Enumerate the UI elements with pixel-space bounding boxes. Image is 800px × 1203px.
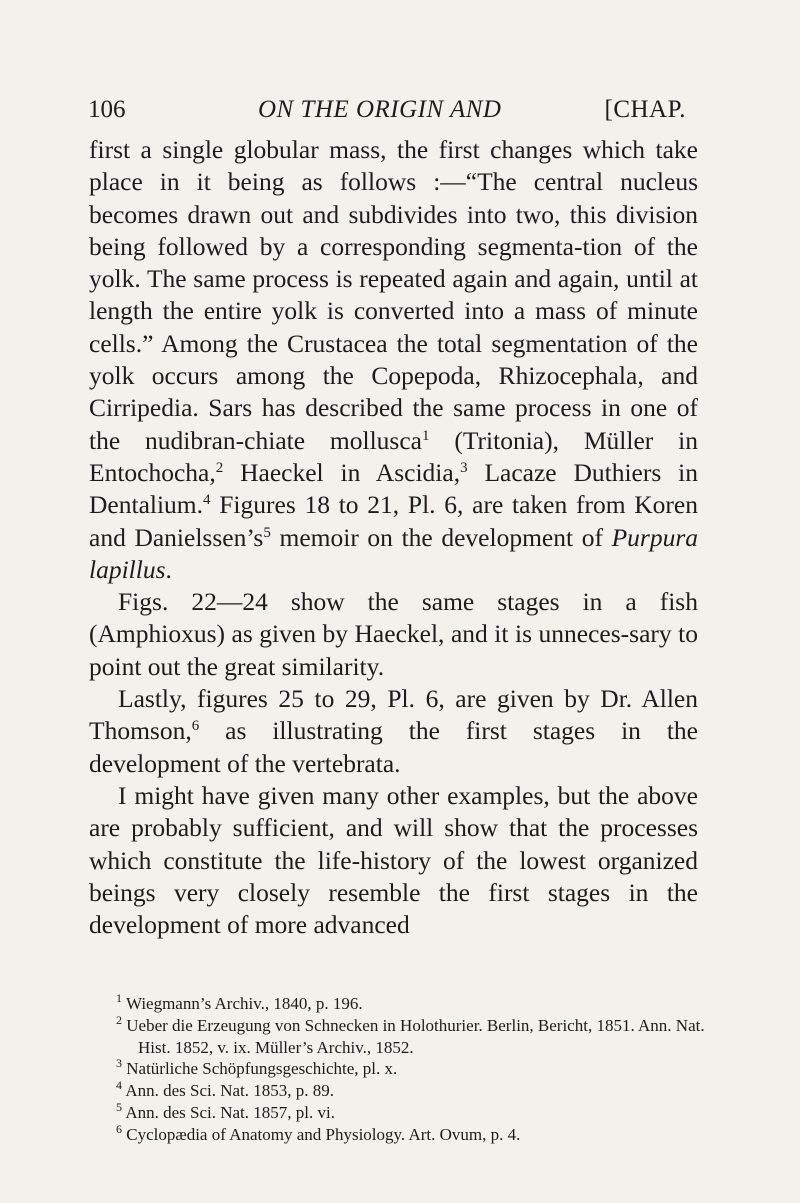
footnote-ref-1: 1: [422, 427, 430, 444]
footnote-number: 3: [116, 1056, 122, 1071]
footnote: [116, 1099, 716, 1124]
footnote-text: Cyclopædia of Anatomy and Physiology. Art. Ovum, p. 4.: [126, 1124, 521, 1144]
footnote: [116, 1058, 716, 1080]
footnotes: [116, 993, 716, 1146]
footnote-text: Ueber die Erzeugung von Schnecken in Holothurier. Berlin, Bericht, 1851. Ann. Nat. Hist. 1852, v. ix. Müller’s Archiv., 1852.: [126, 1015, 705, 1057]
page-number: 106: [88, 96, 126, 123]
footnote: [116, 1080, 716, 1102]
text-run: (Tritonia), Müller in Entochocha,: [89, 425, 698, 487]
footnote: [116, 1121, 716, 1146]
footnote-text: Natürliche Schöpfungsgeschichte, pl. x.: [126, 1059, 398, 1079]
footnote-ref-3: 3: [460, 459, 468, 476]
footnote-ref-2: 2: [215, 459, 224, 476]
footnote-number: 4: [116, 1078, 122, 1093]
text-run: Figures 18 to 21, Pl. 6, are taken from Koren and Danielssen’s: [89, 490, 698, 552]
text-run: Lastly, figures 25 to 29, Pl. 6, are given by Dr. Allen Thomson,: [89, 684, 698, 746]
text-run: first a single globular mass, the first changes which take place in it being as follows :—“The central nucleus becomes drawn out and subdivides into two, this division being followed by a corresponding segmenta-tion of the yolk. The same process is repeated again and again, until at length the entire yolk is converted into a mass of minute cells.” Among the Crustacea the total segmentation of the yolk occurs among the Copepoda, Rhizocephala, and Cirripedia. Sars has described the same process in one of the nudibran-chiate mollusca: [89, 135, 698, 455]
paragraph-1: [89, 134, 698, 586]
body-text: [89, 134, 698, 941]
footnote: [116, 993, 716, 1015]
footnote-text: Wiegmann’s Archiv., 1840, p. 196.: [125, 994, 363, 1013]
footnote-number: 1: [116, 991, 122, 1005]
text-run: as illustrating the first stages in the development of the vertebrata.: [89, 716, 698, 778]
footnote: [116, 1012, 716, 1059]
paragraph-2: Figs. 22—24 show the same stages in a fish (Amphioxus) as given by Haeckel, and it is unneces-sary to point out the great similarity.: [89, 587, 698, 681]
footnote-text: Ann. des Sci. Nat. 1857, pl. vi.: [125, 1102, 335, 1122]
text-run: .: [165, 554, 172, 584]
running-title: ON THE ORIGIN AND: [258, 96, 502, 123]
footnote-text: Ann. des Sci. Nat. 1853, p. 89.: [125, 1081, 335, 1101]
footnote-ref-5: 5: [263, 524, 271, 541]
footnote-number: 6: [116, 1121, 122, 1136]
footnote-number: 2: [116, 1012, 122, 1027]
footnote-number: 5: [116, 1099, 122, 1114]
text-run: Lacaze Duthiers in Dentalium.: [89, 457, 698, 520]
italic-species-name: Purpura lapillus: [89, 522, 699, 584]
text-run: Haeckel in Ascidia,: [223, 457, 461, 487]
text-run: memoir on the development of: [270, 522, 612, 552]
running-header: [88, 94, 686, 126]
chapter-label: [CHAP.: [604, 96, 686, 123]
footnote-ref-4: 4: [203, 492, 211, 509]
paragraph-4: I might have given many other examples, but the above are probably sufficient, and will show that the processes which constitute the life-history of the lowest organized beings very closely resemble the first stages in the development of more advanced: [89, 780, 698, 940]
footnote-ref-6: 6: [191, 718, 200, 735]
paragraph-3: [89, 683, 698, 780]
